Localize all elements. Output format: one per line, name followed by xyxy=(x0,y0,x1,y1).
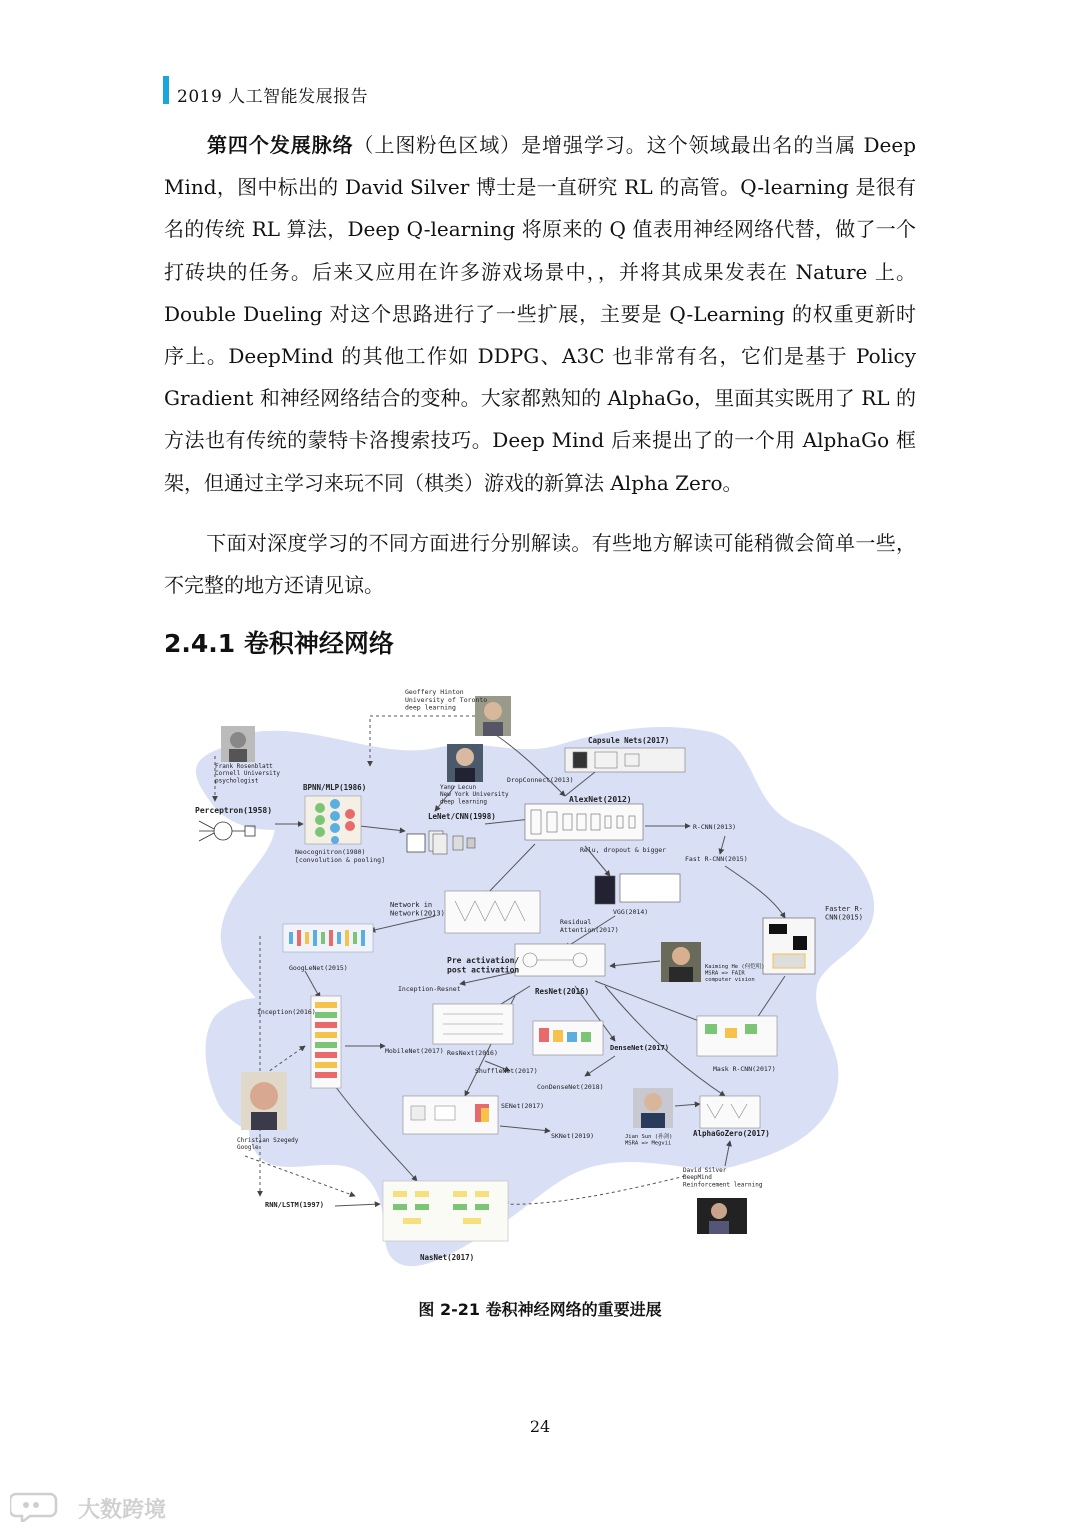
label-capsule: Capsule Nets(2017) xyxy=(588,736,670,745)
senet-diagram xyxy=(403,1096,498,1134)
cnn-history-diagram xyxy=(185,686,885,1272)
alexnet-diagram xyxy=(525,804,643,840)
label-resnext: ResNext(2016) xyxy=(447,1049,498,1057)
header-accent-bar xyxy=(163,76,169,104)
densenet-diagram xyxy=(533,1021,603,1055)
fasterrcnn-diagram xyxy=(763,918,815,974)
label-resnet: ResNet(2016) xyxy=(535,987,590,996)
label-fast-rcnn: Fast R-CNN(2015) xyxy=(685,855,748,863)
nasnet-diagram xyxy=(383,1181,508,1241)
cnn-history-figure xyxy=(185,686,885,1272)
paragraph-body: 下面对深度学习的不同方面进行分别解读。有些地方解读可能稍微会简单一些，不完整的地方还请见谅。 xyxy=(164,531,916,598)
label-inception-resnet: Inception-Resnet xyxy=(398,985,461,993)
section-heading: 2.4.1 卷积神经网络 xyxy=(164,629,394,658)
speech-bubble-logo-icon xyxy=(10,1490,70,1522)
label-perceptron: Perceptron(1958) xyxy=(195,806,273,815)
label-nin: Network in Network(2013) xyxy=(390,901,445,918)
watermark xyxy=(10,1490,167,1524)
label-jian-sun: Jian Sun (孙剑) MSRA => Megvii xyxy=(625,1134,673,1147)
paragraph-reinforcement-learning xyxy=(164,124,916,504)
label-googlenet: GoogLeNet(2015) xyxy=(289,964,348,972)
label-neocognitron: Neocognitron(1980) [convolution & pooling] xyxy=(295,848,386,864)
alphagozero-diagram xyxy=(700,1096,760,1128)
portrait-lecun xyxy=(447,744,483,782)
header-title: 2019 人工智能发展报告 xyxy=(177,87,369,107)
label-lecun: Yann Lecun New York University deep learning xyxy=(440,784,509,806)
portrait-david-silver xyxy=(697,1198,747,1234)
label-nasnet: NasNet(2017) xyxy=(420,1253,475,1262)
label-vgg: VGG(2014) xyxy=(613,908,649,916)
label-mask-rcnn: Mask R-CNN(2017) xyxy=(713,1065,776,1073)
maskrcnn-diagram xyxy=(697,1016,777,1056)
capsule-diagram xyxy=(565,748,685,772)
portrait-jian-sun xyxy=(633,1088,673,1128)
label-alexnet: AlexNet(2012) xyxy=(569,795,632,804)
googlenet-diagram xyxy=(283,924,373,952)
nin-diagram xyxy=(445,891,540,933)
watermark-text: 大数跨境 xyxy=(78,1498,167,1523)
label-bpnn: BPNN/MLP(1986) xyxy=(303,783,367,792)
paragraph-lead: 第四个发展脉络 xyxy=(206,133,354,157)
label-inception: Inception(2016) xyxy=(257,1008,316,1016)
label-hinton: Geoffery Hinton University of Toronto deep learning xyxy=(405,688,488,712)
label-rcnn: R-CNN(2013) xyxy=(693,823,737,831)
portrait-rosenblatt xyxy=(221,726,255,762)
page-number: 24 xyxy=(529,1417,551,1436)
label-faster-rcnn: Faster R-CNN(2015) xyxy=(825,905,863,922)
label-alphagozero: AlphaGoZero(2017) xyxy=(693,1129,770,1138)
label-szegedy: Christian Szegedy Google xyxy=(237,1137,299,1152)
portrait-kaiming xyxy=(661,942,701,982)
label-condensenet: ConDenseNet(2018) xyxy=(537,1083,604,1091)
paragraph-intro xyxy=(164,522,916,606)
arrow-rnn-nasnet xyxy=(335,1204,380,1206)
paragraph-body: （上图粉色区域）是增强学习。这个领域最出名的当属 Deep Mind，图中标出的 David Silver 博士是一直研究 RL 的高管。Q-learning 是很有名的传统 RL 算法，Deep Q-learning 将原来的 Q 值表用神经网络代替，做了一个打砖块的任务。后来又应用在许多游戏场景中，，并将其成果发表在 Nature 上。Double Dueling 对这个思路进行了一些扩展，主要是 Q-Learning 的权重更新时序上。DeepMind 的其他工作如 DDPG、A3C 也非常有名，它们是基于 Policy Gradient 和神经网络结合的变种。大家都熟知的 AlphaGo，里面其实既用了 RL 的方法也有传统的蒙特卡洛搜索技巧。Deep Mind 后来提出了的一个用 AlphaGo 框架，但通过主学习来玩不同（棋类）游戏的新算法 Alpha Zero。 xyxy=(164,133,916,495)
label-relu: Relu, dropout & bigger xyxy=(580,846,667,854)
label-pre-activation: Pre activation/ post activation xyxy=(447,956,520,975)
bpnn-diagram xyxy=(305,796,361,844)
label-shufflenet: ShuffleNet(2017) xyxy=(475,1067,538,1075)
label-residual-attention: Residual Attention(2017) xyxy=(560,918,619,934)
portrait-szegedy xyxy=(241,1072,287,1130)
label-rnn-lstm: RNN/LSTM(1997) xyxy=(265,1201,325,1209)
resnext-diagram xyxy=(433,1004,513,1044)
label-densenet: DenseNet(2017) xyxy=(610,1044,670,1052)
figure-caption: 图 2-21 卷积神经网络的重要进展 xyxy=(418,1300,662,1319)
label-dropconnect: DropConnect(2013) xyxy=(507,776,574,784)
label-david-silver: David Silver DeepMind Reinforcement learning xyxy=(683,1167,763,1189)
resnet-diagram xyxy=(515,944,605,976)
label-mobilenet: MobileNet(2017) xyxy=(385,1047,444,1055)
label-rosenblatt: Frank Rosenblatt Cornell University psychologist xyxy=(215,763,281,785)
vgg-diagram xyxy=(595,874,680,904)
label-kaiming: Kaiming He (何恺明) MSRA => FAIR computer vision xyxy=(705,964,765,984)
label-senet: SENet(2017) xyxy=(501,1102,545,1110)
label-lenet: LeNet/CNN(1998) xyxy=(428,812,496,821)
label-sknet: SKNet(2019) xyxy=(551,1132,595,1140)
